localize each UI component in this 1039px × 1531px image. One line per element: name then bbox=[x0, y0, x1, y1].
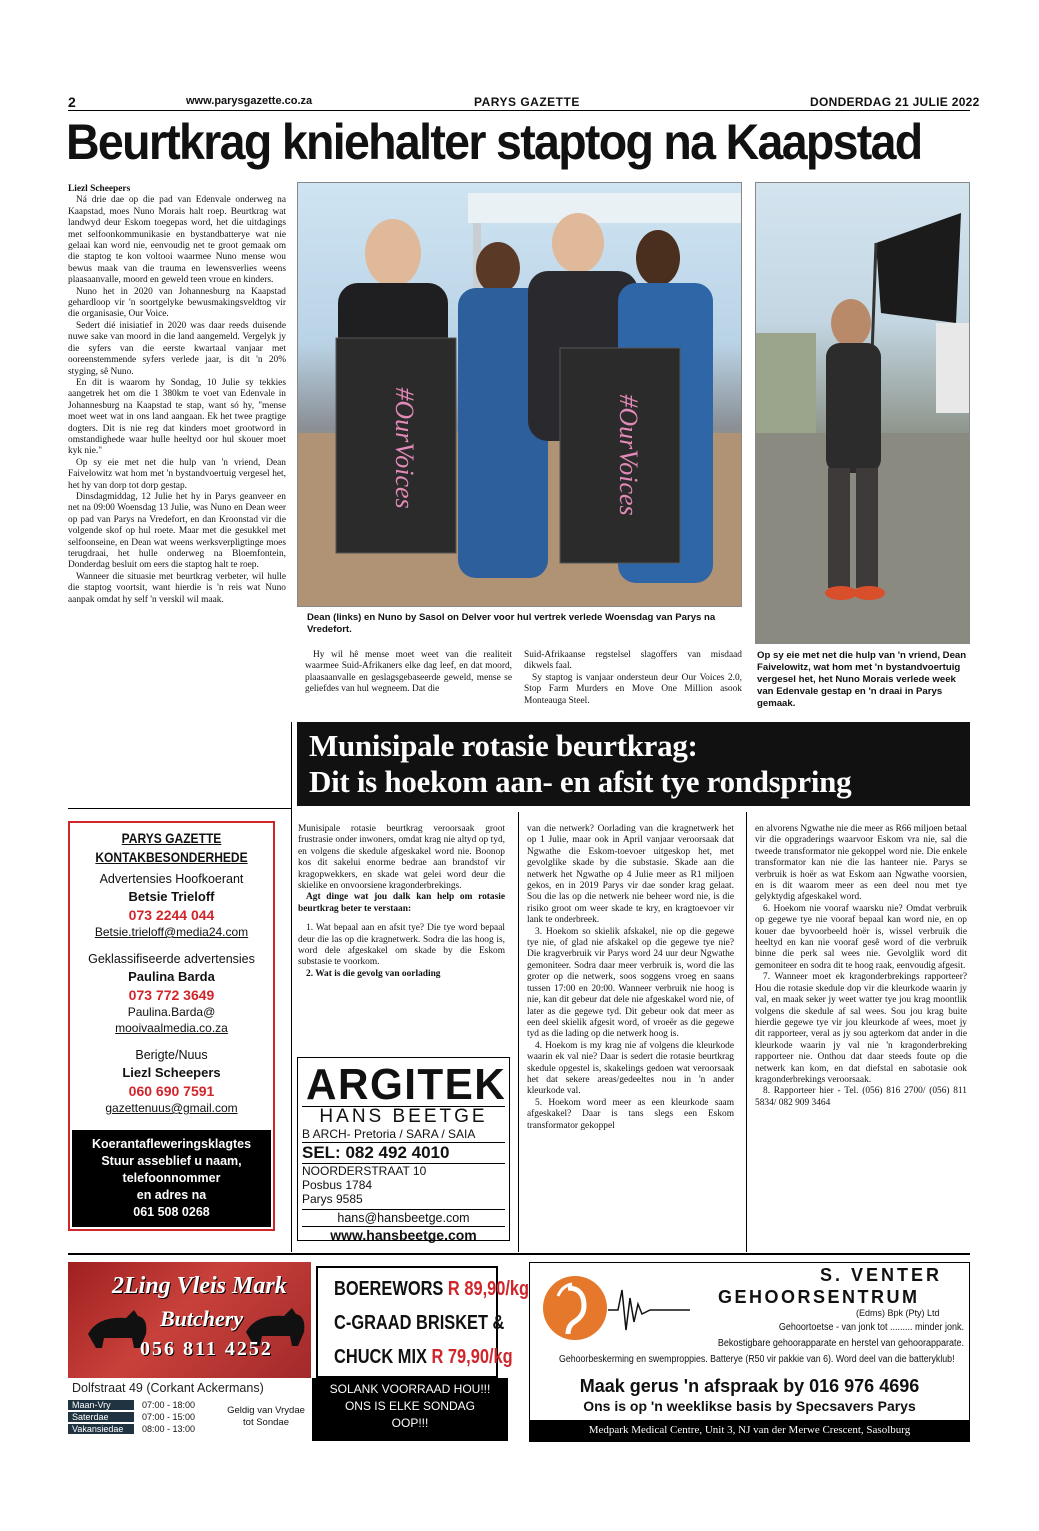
article2-paragraph: 4. Hoekom is my krag nie af volgens die kleurkode waarin ek val nie? Daar is sedert die rotasie beurtkrag skedule opgestel is, skakelings gedoen wat veroorsaak het dat sekere areas/gedeeltes nou in 'n ander kleurkode val. bbox=[527, 1040, 734, 1097]
contact-title: PARYS GAZETTE bbox=[121, 830, 222, 846]
banner-text-left: #OurVoices bbox=[390, 387, 419, 509]
contact-subtitle: KONTAKBESONDERHEDE bbox=[95, 849, 248, 865]
butchery-address: Dolfstraat 49 (Corkant Ackermans) bbox=[68, 1378, 311, 1398]
hearing-address: Medpark Medical Centre, Unit 3, NJ van der Merwe Crescent, Sasolburg bbox=[530, 1420, 969, 1441]
paper-name: PARYS GAZETTE bbox=[474, 95, 580, 109]
argitek-address-2: Posbus 1784 bbox=[302, 1178, 373, 1192]
complaints-line: en adres na bbox=[136, 1188, 207, 1202]
article2-paragraph: 8. Rapporteer hier - Tel. (056) 816 2700/ (056) 811 5834/ 082 909 3464 bbox=[755, 1086, 967, 1108]
news-name: Liezl Scheepers bbox=[122, 1065, 221, 1080]
classifieds-email-2[interactable]: mooivaalmedia.co.za bbox=[115, 1021, 228, 1035]
special-price-1: R 89,90/kg bbox=[447, 1278, 530, 1300]
stock-notice-line: OOP!!! bbox=[391, 1416, 429, 1430]
argitek-ad bbox=[297, 1057, 510, 1241]
page-number: 2 bbox=[68, 94, 76, 110]
special-line-3: CHUCK MIX R 79,90/kg bbox=[334, 1346, 513, 1368]
argitek-qualifications: B ARCH- Pretoria / SARA / SAIA bbox=[302, 1127, 476, 1141]
hearing-service-1: Gehoortoetse - van jonk tot ......... minder jonk. bbox=[778, 1322, 964, 1333]
complaints-line: telefoonnommer bbox=[122, 1171, 221, 1185]
article1-left-column bbox=[68, 184, 286, 606]
ads-phone[interactable]: 073 2244 044 bbox=[128, 907, 215, 923]
article1-paragraph: Hy wil hê mense moet weet van die realiteit waarmee Suid-Afrikaners elke dag leef, en dat moord, plaasaanvalle en geslagsgebaseerde geweld, mense se geliefdes van hul wegneem. Dat die bbox=[305, 650, 512, 695]
group-photo bbox=[297, 182, 742, 607]
argitek-website[interactable]: www.hansbeetge.com bbox=[302, 1226, 505, 1244]
stock-notice-line: SOLANK VOORRAAD HOU!!! bbox=[329, 1382, 491, 1396]
article1-right-column bbox=[524, 650, 742, 707]
argitek-title: ARGITEK bbox=[306, 1060, 507, 1109]
argitek-address-1: NOORDERSTRAAT 10 bbox=[302, 1164, 427, 1178]
article1-paragraph: Wanneer die situasie met beurtkrag verbeter, wil hulle die staptog voortsit, want hierdie is 'n reis wat Nuno aanpak omdat hy self 'n verskil wil maak. bbox=[68, 571, 286, 605]
article1-paragraph: En dit is waarom hy Sondag, 10 Julie sy tekkies aangetrek het om die 1 380km te voet van Edenvale in Johannesburg na Kaapstad te stap, want só hy, "mense moet weet wat in ons land aangaan. Ek het twee pragtige dogters. Dit is nie reg dat kinders moet grootword in omstandighede waar hulle heeltyd oor hul skouer moet kyk nie." bbox=[68, 377, 286, 457]
stock-notice-line: ONS IS ELKE SONDAG bbox=[344, 1399, 476, 1413]
article2-paragraph: 5. Hoekom word meer as een kleurkode saam afgeskakel? Daar is tans slegs een Eskom transformator gekoppel bbox=[527, 1097, 734, 1131]
stock-notice bbox=[312, 1378, 508, 1441]
article2-headline-line2: Dit is hoekom aan- en afsit tye rondspring bbox=[309, 764, 852, 799]
delivery-complaints-box bbox=[72, 1130, 271, 1227]
header-rule bbox=[68, 110, 970, 111]
article1-paragraph: Nuno het in 2020 van Johannesburg na Kaapstad gehardloop vir 'n soortgelyke bewusmakingsveldtog vir die organisasie, Our Voice. bbox=[68, 286, 286, 320]
ads-email[interactable]: Betsie.trieloff@media24.com bbox=[94, 925, 249, 939]
news-phone[interactable]: 060 690 7591 bbox=[128, 1083, 215, 1099]
argitek-address-3: Parys 9585 bbox=[302, 1192, 363, 1206]
issue-date: DONDERDAG 21 JULIE 2022 bbox=[810, 95, 980, 109]
section-rule bbox=[68, 808, 292, 809]
article1-paragraph: Suid-Afrikaanse regstelsel slagoffers van misdaad dikwels faal. bbox=[524, 650, 742, 672]
banner-text-right: #OurVoices bbox=[614, 394, 643, 516]
butchery-phone[interactable]: 056 811 4252 bbox=[140, 1338, 273, 1360]
hours-day: Saterdae bbox=[68, 1412, 134, 1422]
article2-column-1 bbox=[298, 824, 505, 980]
ads-name: Betsie Trieloff bbox=[128, 889, 215, 904]
meat-specials-box bbox=[316, 1266, 530, 1378]
article2-paragraph: 1. Wat bepaal aan en afsit tye? Die tye word bepaal deur die las op die kragnetwerk. Sodra die las hoog is, word dele afgeskakel om skade by die Eskom substasie te voorkom. bbox=[298, 923, 505, 968]
hours-day: Vakansiedae bbox=[68, 1424, 134, 1434]
article2-paragraph: 6. Hoekom nie vooraf waarsku nie? Omdat verbruik op gegewe tye nie vooraf bepaal kan word nie, en op kouer dae byvoorbeeld hoër is, wissel verbruik die heeltyd en kan nie vooraf gesê word of die verbruik binne die perk sal wees nie. Gevolglik word dit gemoniteer en sodra dit te hoog raak, eenvoudig afgesit. bbox=[755, 903, 967, 971]
butchery-name: 2Ling Vleis Mark bbox=[112, 1273, 287, 1299]
column-divider bbox=[746, 812, 747, 1252]
classifieds-label: Geklassifiseerde advertensies bbox=[88, 952, 255, 966]
article1-paragraph: Dinsdagmiddag, 12 Julie het hy in Parys geanveer en net na 09:00 Woensdag 13 Julie, was Nuno en Dean weer op pad van Parys na Vredefort, en dan Kroonstad vir die volgende skof op hul roete. Maar met die gesukkel met selfoonseine, en Dean wat weens werksverpligtinge moes terugdraai, het hulle onderweg na Bloemfontein, Donderdag besluit om eers die staptog halt te roep. bbox=[68, 491, 286, 571]
photo2-caption: Op sy eie met net die hulp van 'n vriend, Dean Faivelowitz, wat hom met 'n bystandvoertuig vergesel het, het Nuno Morais verlede week van Edenvale gestap en 'n draai in Parys gemaak. bbox=[757, 650, 967, 709]
hours-time: 07:00 - 18:00 bbox=[142, 1400, 196, 1410]
hearing-service-2: Bekostigbare gehoorapparate en herstel van gehoorapparate. bbox=[717, 1338, 964, 1349]
article2-subhead: Agt dinge wat jou dalk kan help om rotasie beurtkrag beter te verstaan: bbox=[298, 892, 505, 914]
ad-section-rule bbox=[68, 1253, 970, 1255]
hearing-service-3: Gehoorbeskerming en swemproppies. Batterye (R50 vir pakkie van 6). Word deel van die batteryklub! bbox=[558, 1354, 955, 1365]
article1-paragraph: Sy staptog is vanjaar ondersteun deur Our Voices 2.0, Stop Farm Murders en Move One Million asook Monteauga Steel. bbox=[524, 672, 742, 706]
news-email[interactable]: gazettenuus@gmail.com bbox=[105, 1101, 238, 1115]
article2-paragraph: 2. Wat is die gevolg van oorlading bbox=[306, 968, 441, 979]
walker-photo bbox=[755, 182, 970, 644]
complaints-line: Koerantafleweringsklagtes bbox=[91, 1137, 252, 1151]
argitek-email[interactable]: hans@hansbeetge.com bbox=[302, 1209, 505, 1226]
contact-details-box bbox=[68, 821, 275, 1231]
column-divider bbox=[291, 722, 292, 1252]
classifieds-name: Paulina Barda bbox=[128, 969, 215, 984]
article2-paragraph: 7. Wanneer moet ek kragonderbrekings rapporteer? Hou die rotasie skedule dop vir die kleurkode waarin jy val, en maak seker jy weet watter tye jou krag moontlik volgens die skedule af sal wees. Sou jou krag buite hierdie gegewe tye vir jou kleurkode af wees, moet jy dit rapporteer, veral as jy sou agterkom dat ander in die kleurkode waarin jy val nie 'n kragonderbreking rapporteer nie. Onthou dat daar steeds foute op die netwerk kan kom, en dat diefstal en sabotasie ook kragonderbrekings veroorsaak. bbox=[755, 972, 967, 1085]
article1-paragraph: Op sy eie met net die hulp van 'n vriend, Dean Faivelowitz wat hom met 'n bystandvoertuig vergesel het, het hy van dorp tot dorp gestap. bbox=[68, 457, 286, 491]
complaints-phone[interactable]: 061 508 0268 bbox=[133, 1205, 210, 1219]
hearing-centre-name: S. VENTER bbox=[820, 1265, 943, 1285]
hearing-location: Ons is op 'n weeklikse basis by Specsavers Parys bbox=[583, 1398, 916, 1414]
article1-mid-column bbox=[305, 650, 512, 696]
classifieds-email-1[interactable]: Paulina.Barda@ bbox=[127, 1005, 216, 1019]
hearing-appointment[interactable]: Maak gerus 'n afspraak by 016 976 4696 bbox=[579, 1376, 920, 1396]
complaints-line: Stuur asseblief u naam, bbox=[101, 1154, 242, 1168]
article1-headline: Beurtkrag kniehalter staptog na Kaapstad bbox=[66, 114, 922, 170]
special-price-3: R 79,90/kg bbox=[431, 1346, 513, 1368]
article1-paragraph: Ná drie dae op die pad van Edenvale onderweg na Kaapstad, moes Nuno Morais halt roep. Beurtkrag wat landwyd deur Eskom toegepas word, het die uitdagings met selfoonkommunikasie en bystandbatterye wat nie gelaai kan word nie, eenvoudig net te groot gemaak om die staptog te kon voltooi waarmee Nuno mense wou bewus maak van die trauma en lewensverlies weens plaasaanvalle, moord en geweld teen vroue en kinders. bbox=[68, 195, 286, 286]
hours-time: 08:00 - 13:00 bbox=[142, 1424, 196, 1434]
butchery-name-sub: Butchery bbox=[160, 1306, 244, 1331]
hearing-reg: (Edms) Bpk (Pty) Ltd bbox=[856, 1308, 940, 1318]
article1-paragraph: Sedert dié inisiatief in 2020 was daar reeds duisende nuwe sake van moord in die land aangemeld. Vergelyk jy die syfers van die eerste kwartaal vanjaar met ooreenstemmende syfers verlede jaar, is dit 'n 20% styging, sê Nuno. bbox=[68, 320, 286, 377]
article2-column-3 bbox=[755, 824, 967, 1109]
article2-headline-line1: Munisipale rotasie beurtkrag: bbox=[309, 728, 698, 763]
article2-paragraph: 3. Hoekom so skielik afskakel, nie op die gegewe tye nie, of glad nie afskakel op die gegewe tye nie? Die kragverbruik vir Parys word 24 uur deur Ngwathe gemoniteer. Sodra daar meer verbruik is, word die las groter op die netwerk, soos soggens vroeg en saans tussen 17:00 en 20:00. Wanneer verbruik nie hoog is nie, kan dit gebeur dat dele nie afgeskakel word nie, of later as die gegewe tyd. Dit gebeur ook dat meer as een deel skielik afgesit word, of vroeër as die gegewe tyd as die lading op die netwerk hoog is. bbox=[527, 926, 734, 1040]
special-line-2: C-GRAAD BRISKET & bbox=[334, 1312, 505, 1334]
article2-paragraph: Munisipale rotasie beurtkrag veroorsaak groot frustrasie onder inwoners, omdat krag nie altyd op tyd, en volgens die skedule afgeskakel word nie. Boonop kos dit sakelui enorme bedrae aan brandstof vir kragopwekkers, en skade wat gelei word deur die skielike en onvoorsiene kragonderbrekings. bbox=[298, 824, 505, 892]
news-label: Berigte/Nuus bbox=[135, 1048, 208, 1062]
photo1-caption: Dean (links) en Nuno by Sasol on Delver voor hul vertrek verlede Woensdag van Parys na Vredefort. bbox=[307, 612, 716, 635]
special-validity: Geldig van Vrydae tot Sondae bbox=[227, 1405, 305, 1428]
article2-headline-box bbox=[297, 722, 970, 806]
argitek-phone[interactable]: SEL: 082 492 4010 bbox=[302, 1142, 505, 1164]
hearing-centre-name-2: GEHOORSENTRUM bbox=[718, 1287, 920, 1307]
byline: Liezl Scheepers bbox=[68, 184, 131, 194]
group-photo-illustration bbox=[298, 183, 742, 607]
argitek-person: HANS BEETGE bbox=[302, 1106, 505, 1127]
website-url[interactable]: www.parysgazette.co.za bbox=[186, 95, 313, 107]
walker-photo-illustration bbox=[756, 183, 970, 644]
article2-paragraph: van die netwerk? Oorlading van die kragnetwerk het op 1 Julie, maar ook in April vanjaar veroorsaak dat Ngwathe die Eskom-toevoer uitgeskop het, met gevolglike skade by die substasie. Skade aan die netwerk het Ngwathe op 4 Julie meer as R1 miljoen gekos, en in 2019 Parys vir dae sonder krag gelaat. Sou die las op die netwerk nie beheer word nie, is die risiko groot om weer skade te kry, en kragtoevoer vir lank te onderbreek. bbox=[527, 824, 734, 926]
classifieds-phone[interactable]: 073 772 3649 bbox=[128, 987, 215, 1003]
ads-label: Advertensies Hoofkoerant bbox=[99, 872, 244, 886]
article2-paragraph: en alvorens Ngwathe nie die meer as R66 miljoen betaal vir die opgraderings waarvoor Eskom vra nie, sal die tweede transformator nie gekoppel word nie. Die enkele transformator kan nie die las hanteer nie. Parys se verbruik is hoër as wat Eskom aan Ngwathe voorsien, en is dit waarom meer as een deel nou met tye gelyktydig afgeskakel word. bbox=[755, 824, 967, 903]
special-line-1: BOEREWORS R 89,90/kg bbox=[334, 1278, 530, 1300]
hours-day: Maan-Vry bbox=[68, 1400, 134, 1410]
article2-column-2 bbox=[527, 824, 734, 1132]
hours-time: 07:00 - 15:00 bbox=[142, 1412, 196, 1422]
column-divider bbox=[518, 812, 519, 1252]
